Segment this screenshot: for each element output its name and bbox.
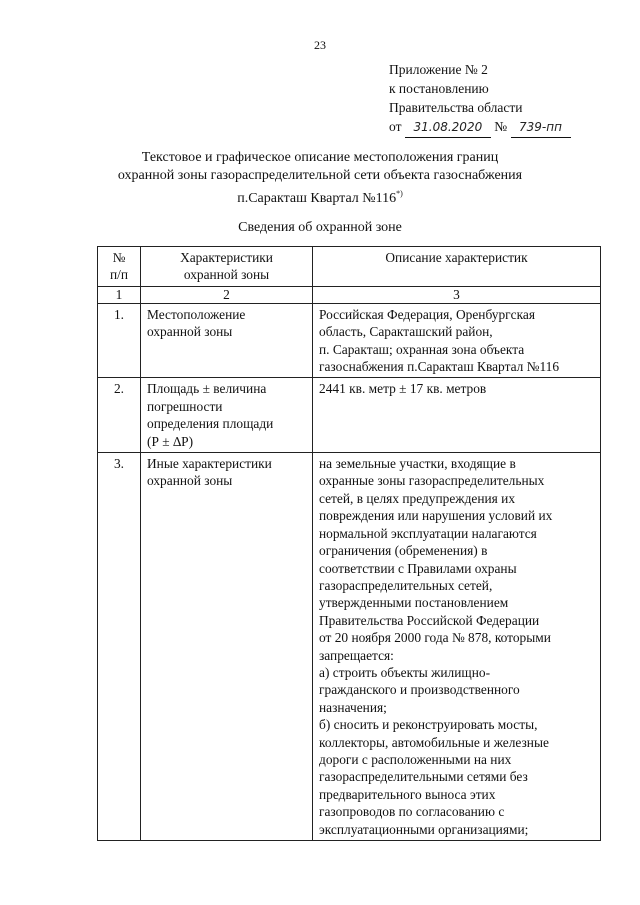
row-characteristic-text: Площадь ± величина погрешности определения площади (Р ± ∆Р) (147, 381, 274, 449)
appendix-date-line (389, 117, 571, 138)
appendix-line-1: Приложение № 2 (389, 62, 488, 77)
row-description-text: Российская Федерация, Оренбургская область, Саракташский район, п. Саракташ; охранная зона объекта газоснабжения п.Саракташ Квартал №116 (319, 306, 560, 375)
row-characteristic (141, 378, 313, 453)
header-num-text: № п/п (109, 250, 129, 283)
date-prefix: от (389, 119, 402, 134)
footnote-mark: *) (396, 189, 403, 198)
title-line-3-text: п.Саракташ Квартал №116 (237, 191, 397, 206)
table-row (98, 453, 601, 841)
header-num (98, 247, 141, 287)
row-number: 2. (98, 378, 141, 453)
table-row (98, 378, 601, 453)
column-number: 3 (313, 286, 601, 303)
column-number: 2 (141, 286, 313, 303)
row-characteristic-text: Местоположение охранной зоны (147, 306, 246, 340)
title-line-2: охранной зоны газораспределительной сети объекта газоснабжения (117, 168, 523, 183)
row-characteristic (141, 453, 313, 841)
document-title (0, 149, 640, 208)
column-number-row (98, 286, 601, 303)
header-description (313, 247, 601, 287)
handwritten-date: 31.08.2020 (405, 118, 491, 138)
row-description (313, 303, 601, 378)
section-subtitle: Сведения об охранной зоне (238, 220, 402, 235)
header-characteristic-text: Характеристики охранной зоны (180, 250, 273, 283)
row-description-text: на земельные участки, входящие в охранные зоны газораспределительных сетей, в целях предупреждения их повреждения или нарушения условий их нормальной эксплуатации налагаются ограничения (обременения) в соответствии с Правилами охраны газораспределительных сетей, утвержденными постановлением Правительства Российской Федерации от 20 ноября 2000 года № 878, которыми запрещается: а) строить объекты жилищно- гражданского и производственного назначения; б) сносить и реконструировать мосты, коллекторы, автомобильные и железные дороги с расположенными на них газораспределительными сетями без предварительного выноса этих газопроводов по согласованию с эксплуатационными организациями; (319, 456, 553, 837)
row-description-text: 2441 кв. метр ± 17 кв. метров (319, 381, 487, 397)
page-number: 23 (314, 38, 326, 52)
appendix-block (389, 60, 571, 138)
appendix-line-2: к постановлению (389, 81, 489, 96)
title-line-1: Текстовое и графическое описание местоположения границ (141, 150, 499, 165)
table-header-row (98, 247, 601, 287)
header-characteristic (141, 247, 313, 287)
row-characteristic-text: Иные характеристики охранной зоны (147, 456, 272, 489)
row-characteristic (141, 303, 313, 378)
table-row (98, 303, 601, 378)
handwritten-number: 739-пп (511, 118, 571, 138)
row-number: 3. (98, 453, 141, 841)
header-description-text: Описание характеристик (385, 250, 528, 265)
appendix-line-3: Правительства области (389, 100, 523, 115)
column-number: 1 (98, 286, 141, 303)
row-number: 1. (98, 303, 141, 378)
row-description (313, 378, 601, 453)
row-description (313, 453, 601, 841)
protection-zone-table (97, 246, 601, 841)
title-line-3 (0, 185, 640, 208)
number-sign: № (494, 119, 508, 134)
